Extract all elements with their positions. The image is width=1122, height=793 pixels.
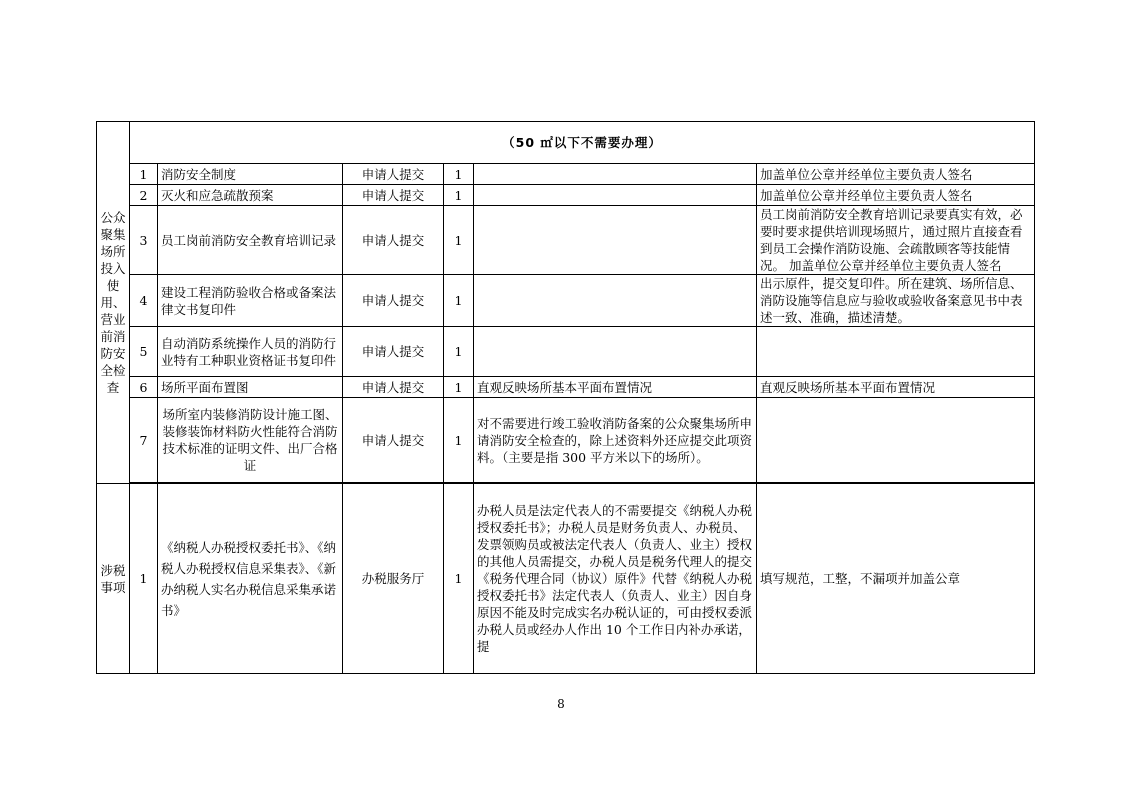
copy-count: 1 [444,275,474,327]
submission-method: 申请人提交 [343,398,444,483]
material-name: 《纳税人办税授权委托书》、《纳税人办税授权信息采集表》、《新办纳税人实名办税信息采集承诺书》 [158,484,343,674]
submission-method: 申请人提交 [343,327,444,377]
material-requirement: 出示原件，提交复印件。所在建筑、场所信息、消防设施等信息应与验收或验收备案意见书中表述一致、准确，描述清楚。 [757,275,1035,327]
material-requirement: 员工岗前消防安全教育培训记录要真实有效，必要时要求提供培训现场照片，通过照片直接查看到员工会操作消防设施、会疏散顾客等技能情况。 加盖单位公章并经单位主要负责人签名 [757,206,1035,275]
row-number: 5 [130,327,158,377]
table-row [97,398,1035,483]
copy-count: 1 [444,377,474,398]
material-requirement [757,398,1035,483]
material-name: 消防安全制度 [158,164,343,185]
table-row [97,275,1035,327]
row-number: 7 [130,398,158,483]
submission-method: 办税服务厅 [343,484,444,674]
row-number: 1 [130,164,158,185]
section-title-row [97,122,1035,164]
material-name: 灭火和应急疏散预案 [158,185,343,206]
material-name: 场所平面布置图 [158,377,343,398]
material-note [474,185,757,206]
submission-method: 申请人提交 [343,206,444,275]
material-requirement: 加盖单位公章并经单位主要负责人签名 [757,185,1035,206]
copy-count: 1 [444,327,474,377]
material-note [474,206,757,275]
material-name: 场所室内装修消防设计施工图、装修装饰材料防火性能符合消防技术标准的证明文件、出厂合格证 [158,398,343,483]
material-note: 办税人员是法定代表人的不需要提交《纳税人办税授权委托书》；办税人员是财务负责人、办税员、发票领购员或被法定代表人（负责人、业主）授权的其他人员需提交，办税人员是税务代理人的提交《税务代理合同（协议）原件》代替《纳税人办税授权委托书》法定代表人（负责人、业主）因自身原因不能及时完成实名办税认证的，可由授权委派办税人员或经办人作出 10 个工作日内补办承诺，提 [474,484,757,674]
row-number: 3 [130,206,158,275]
table-row [97,327,1035,377]
row-number: 4 [130,275,158,327]
page-number: 8 [557,697,565,711]
material-note [474,327,757,377]
table-row [97,206,1035,275]
table-row [97,377,1035,398]
copy-count: 1 [444,185,474,206]
copy-count: 1 [444,398,474,483]
section-title: （50 ㎡以下不需要办理） [130,122,1035,164]
material-requirement: 直观反映场所基本平面布置情况 [757,377,1035,398]
table-row [97,164,1035,185]
material-note: 直观反映场所基本平面布置情况 [474,377,757,398]
material-name: 建设工程消防验收合格或备案法律文书复印件 [158,275,343,327]
material-note: 对不需要进行竣工验收消防备案的公众聚集场所申请消防安全检查的，除上述资料外还应提交此项资料。（主要是指 300 平方米以下的场所）。 [474,398,757,483]
category-fire-safety-check: 公众聚集场所投入使用、营业前消防安全检查 [97,122,130,484]
material-note [474,275,757,327]
material-note [474,164,757,185]
material-name: 自动消防系统操作人员的消防行业特有工种职业资格证书复印件 [158,327,343,377]
submission-method: 申请人提交 [343,185,444,206]
copy-count: 1 [444,484,474,674]
copy-count: 1 [444,206,474,275]
material-requirement: 加盖单位公章并经单位主要负责人签名 [757,164,1035,185]
row-number: 2 [130,185,158,206]
category-tax-matters: 涉税事项 [97,484,130,674]
submission-method: 申请人提交 [343,275,444,327]
table-row [97,484,1035,674]
submission-method: 申请人提交 [343,164,444,185]
materials-table [96,121,1035,674]
row-number: 1 [130,484,158,674]
copy-count: 1 [444,164,474,185]
row-number: 6 [130,377,158,398]
submission-method: 申请人提交 [343,377,444,398]
material-name: 员工岗前消防安全教育培训记录 [158,206,343,275]
material-requirement: 填写规范，工整，不漏项并加盖公章 [757,484,1035,674]
material-requirement [757,327,1035,377]
table-row [97,185,1035,206]
